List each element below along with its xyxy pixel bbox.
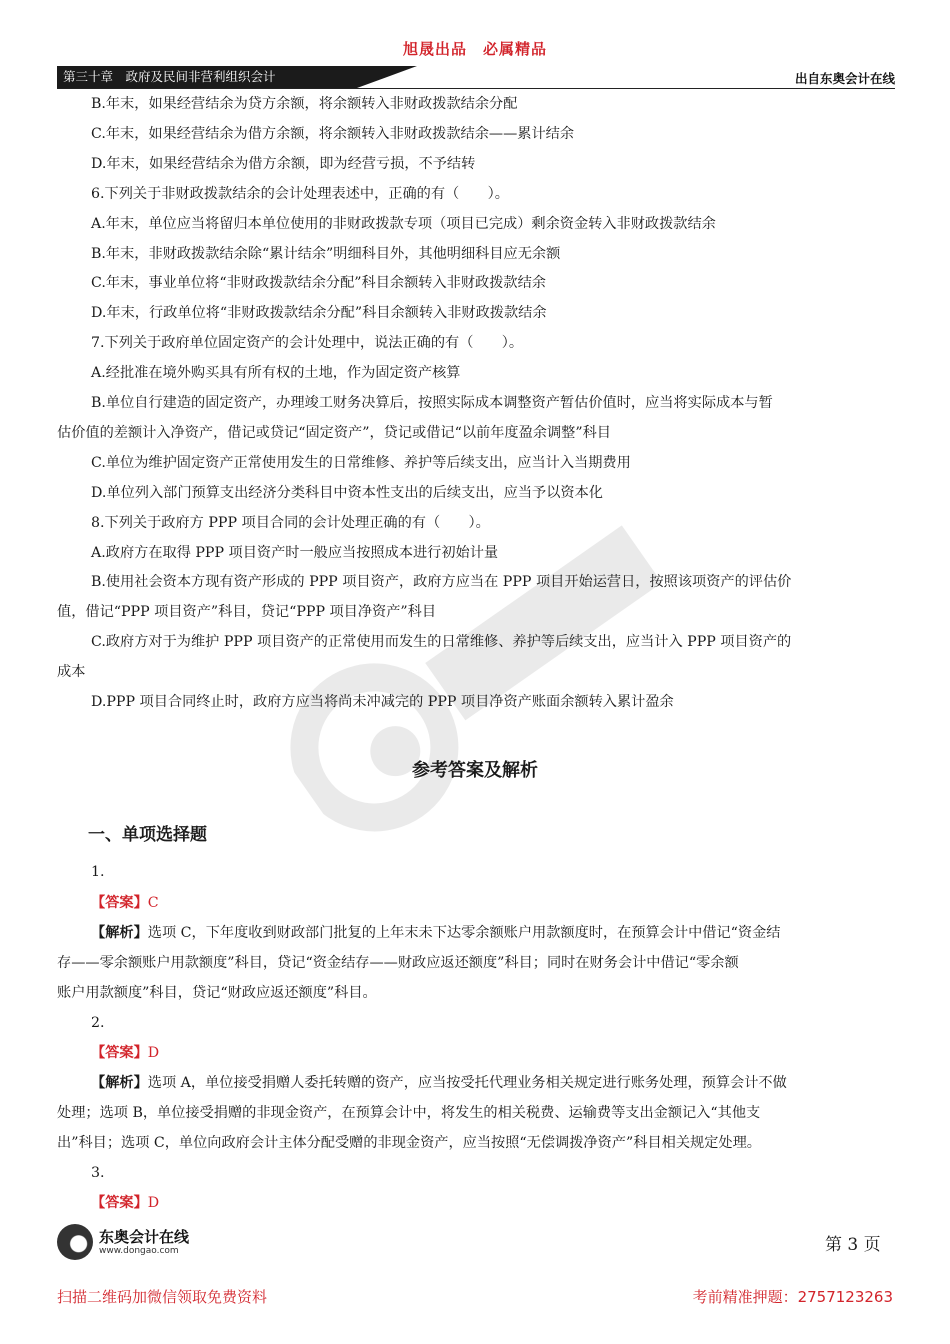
question-line: 8.下列关于政府方 PPP 项目合同的会计处理正确的有（ ）。 <box>91 515 490 531</box>
logo-name: 东奥会计在线 <box>99 1228 190 1246</box>
question-line: A.经批准在境外购买具有所有权的土地，作为固定资产核算 <box>91 365 461 381</box>
question-line: D.PPP 项目合同终止时，政府方应当将尚未冲减完的 PPP 项目净资产账面余额转入累计盈余 <box>91 694 674 710</box>
question-line: C.单位为维护固定资产正常使用发生的日常维修、养护等后续支出，应当计入当期费用 <box>91 455 631 471</box>
source-label: 出自东奥会计在线 <box>794 71 895 86</box>
answer-line <box>91 893 159 913</box>
top-slogan: 旭晟出品 必属精品 <box>402 40 547 58</box>
promo-right: 考前精准押题：2757123263 <box>692 1288 893 1306</box>
dongao-logo-icon <box>57 1224 93 1260</box>
question-line: B.使用社会资本方现有资产形成的 PPP 项目资产，政府方应当在 PPP 项目开始运营日，按照该项资产的评估价 <box>91 574 792 590</box>
answer-tag: 【答案】 <box>91 895 148 911</box>
answer-number: 2. <box>91 1015 105 1031</box>
logo-url: www.dongao.com <box>99 1246 179 1256</box>
answer-number: 1. <box>91 864 105 880</box>
promo-left: 扫描二维码加微信领取免费资料 <box>57 1288 268 1306</box>
analysis-line <box>91 1073 787 1093</box>
answer-value: D <box>147 1195 160 1211</box>
part-title: 一、单项选择题 <box>88 825 207 845</box>
answer-line <box>91 1043 159 1063</box>
footer-logo <box>57 1222 257 1266</box>
analysis-text: 选项 C，下年度收到财政部门批复的上年末未下达零余额账户用款额度时，在预算会计中借记“资金结 <box>147 925 781 941</box>
question-line: A.年末，单位应当将留归本单位使用的非财政拨款专项（项目已完成）剩余资金转入非财政拨款结余 <box>91 216 716 232</box>
question-line: D.单位列入部门预算支出经济分类科目中资本性支出的后续支出，应当予以资本化 <box>91 485 603 501</box>
analysis-tag: 【解析】 <box>91 925 148 941</box>
question-line: 值，借记“PPP 项目资产”科目，贷记“PPP 项目净资产”科目 <box>57 604 437 620</box>
question-line: 估价值的差额计入净资产，借记或贷记“固定资产”，贷记或借记“以前年度盈余调整”科目 <box>57 425 611 441</box>
answer-line <box>91 1193 159 1213</box>
question-line: 7.下列关于政府单位固定资产的会计处理中，说法正确的有（ ）。 <box>91 335 524 351</box>
answer-tag: 【答案】 <box>91 1195 148 1211</box>
analysis-text: 选项 A，单位接受捐赠人委托转赠的资产，应当按受托代理业务相关规定进行账务处理，预算会计不做 <box>147 1075 787 1091</box>
answer-value: D <box>147 1045 160 1061</box>
answer-tag: 【答案】 <box>91 1045 148 1061</box>
answer-number: 3. <box>91 1165 105 1181</box>
analysis-line <box>91 923 780 943</box>
chapter-title: 第三十章 政府及民间非营利组织会计 <box>57 66 357 88</box>
question-line: B.单位自行建造的固定资产，办理竣工财务决算后，按照实际成本调整资产暂估价值时，应当将实际成本与暂 <box>91 395 773 411</box>
question-line: 成本 <box>57 664 86 680</box>
question-line: B.年末，非财政拨款结余除“累计结余”明细科目外，其他明细科目应无余额 <box>91 246 561 262</box>
question-line: B.年末，如果经营结余为贷方余额，将余额转入非财政拨款结余分配 <box>91 96 518 112</box>
analysis-text: 出”科目；选项 C，单位向政府会计主体分配受赠的非现金资产，应当按照“无偿调拨净资产”科目相关规定处理。 <box>57 1135 761 1151</box>
question-line: C.年末，事业单位将“非财政拨款结余分配”科目余额转入非财政拨款结余 <box>91 275 546 291</box>
analysis-text: 账户用款额度”科目，贷记“财政应返还额度”科目。 <box>57 985 377 1001</box>
question-line: D.年末，如果经营结余为借方余额，即为经营亏损，不予结转 <box>91 156 476 172</box>
answer-value: C <box>147 895 159 911</box>
question-line: A.政府方在取得 PPP 项目资产时一般应当按照成本进行初始计量 <box>91 545 499 561</box>
analysis-text: 存——零余额账户用款额度”科目，贷记“资金结存——财政应返还额度”科目；同时在财务会计中借记“零余额 <box>57 955 739 971</box>
analysis-tag: 【解析】 <box>91 1075 148 1091</box>
question-line: D.年末，行政单位将“非财政拨款结余分配”科目余额转入非财政拨款结余 <box>91 305 547 321</box>
question-line: C.年末，如果经营结余为借方余额，将余额转入非财政拨款结余——累计结余 <box>91 126 575 142</box>
question-line: 6.下列关于非财政拨款结余的会计处理表述中，正确的有（ ）。 <box>91 186 509 202</box>
page-number: 第 3 页 <box>825 1235 881 1255</box>
analysis-text: 处理；选项 B，单位接受捐赠的非现金资产，在预算会计中，将发生的相关税费、运输费等支出金额记入“其他支 <box>57 1105 761 1121</box>
answers-section-title: 参考答案及解析 <box>412 760 538 781</box>
question-line: C.政府方对于为维护 PPP 项目资产的正常使用而发生的日常维修、养护等后续支出，应当计入 PPP 项目资产的 <box>91 634 792 650</box>
